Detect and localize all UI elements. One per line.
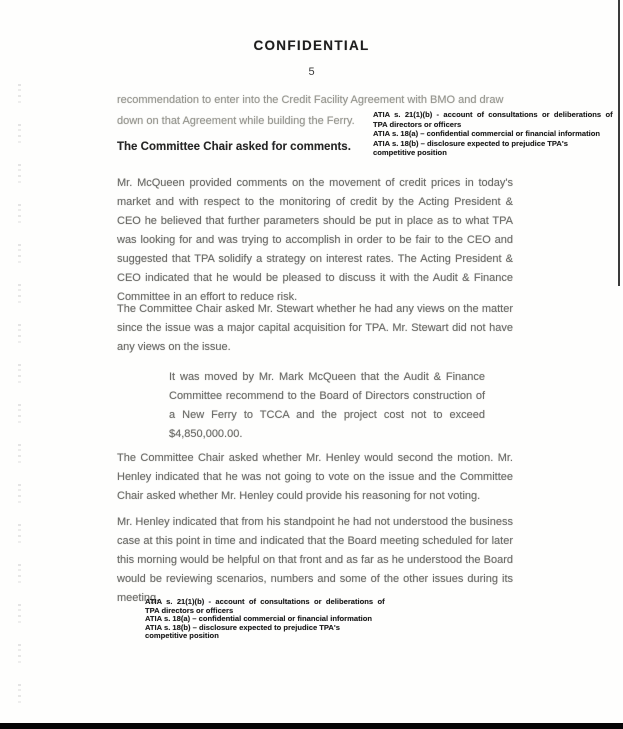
paragraph-motion-blockquote: It was moved by Mr. Mark McQueen that the Audit & Finance Committee recommend to the Board of Directors construction of a New Ferry to TCCA and the project cost not to exceed $4,850,000.00. xyxy=(169,371,485,440)
confidential-stamp: CONFIDENTIAL xyxy=(253,38,370,53)
atia-note-line: competitive position xyxy=(373,148,447,158)
atia-note-line: TPA directors or officers xyxy=(145,605,234,615)
intro-line-1: recommendation to enter into the Credit Facility Agreement with BMO and draw xyxy=(117,94,504,106)
atia-note-line: ATIA s. 21(1)(b) - account of consultations or deliberations of xyxy=(145,597,385,606)
atia-redaction-note-top xyxy=(373,110,619,158)
atia-note-line: ATIA s. 18(b) – disclosure expected to prejudice TPA's xyxy=(145,622,340,632)
atia-redaction-note-bottom xyxy=(145,598,397,641)
section-heading: The Committee Chair asked for comments. xyxy=(117,141,351,153)
atia-note-line: TPA directors or officers xyxy=(373,119,462,129)
atia-note-line: competitive position xyxy=(145,631,219,641)
bottom-scan-bar xyxy=(0,723,623,729)
atia-note-line: ATIA s. 18(b) – disclosure expected to prejudice TPA's xyxy=(373,138,568,148)
atia-note-line: ATIA s. 21(1)(b) - account of consultations or deliberations of xyxy=(373,110,613,119)
intro-line-2: down on that Agreement while building the Ferry. xyxy=(117,115,355,127)
page-number: 5 xyxy=(308,66,315,78)
atia-note-line: ATIA s. 18(a) – confidential commercial or financial information xyxy=(145,614,373,624)
paragraph-henley-reasoning: Mr. Henley indicated that from his standpoint he had not understood the business case at this point in time and indicated that the Board meeting scheduled for later this morning would be helpful on that front and as far as he understood the Board would be reviewing scenarios, numbers and some of the other issues during its meeting. xyxy=(117,516,513,604)
paragraph-stewart-views: The Committee Chair asked Mr. Stewart whether he had any views on the matter since the issue was a major capital acquisition for TPA. Mr. Stewart did not have any views on the issue. xyxy=(117,303,513,353)
paragraph-henley-second: The Committee Chair asked whether Mr. Henley would second the motion. Mr. Henley indicated that he was not going to vote on the issue and the Committee Chair asked whether Mr. Henley could provide his reasoning for not voting. xyxy=(117,452,513,502)
atia-note-line: ATIA s. 18(a) – confidential commercial or financial information xyxy=(373,129,601,139)
paragraph-mcqueen-comments: Mr. McQueen provided comments on the movement of credit prices in today's market and with respect to the monitoring of credit by the Acting President & CEO he believed that further parameters should be put in place as to what TPA was looking for and was trying to accomplish in order to be fair to the CEO and suggested that TPA solidify a strategy on interest rates. The Acting President & CEO indicated that he would be pleased to discuss it with the Audit & Finance Committee in an effort to reduce risk. xyxy=(117,177,513,303)
binding-edge-speckles xyxy=(17,84,23,720)
